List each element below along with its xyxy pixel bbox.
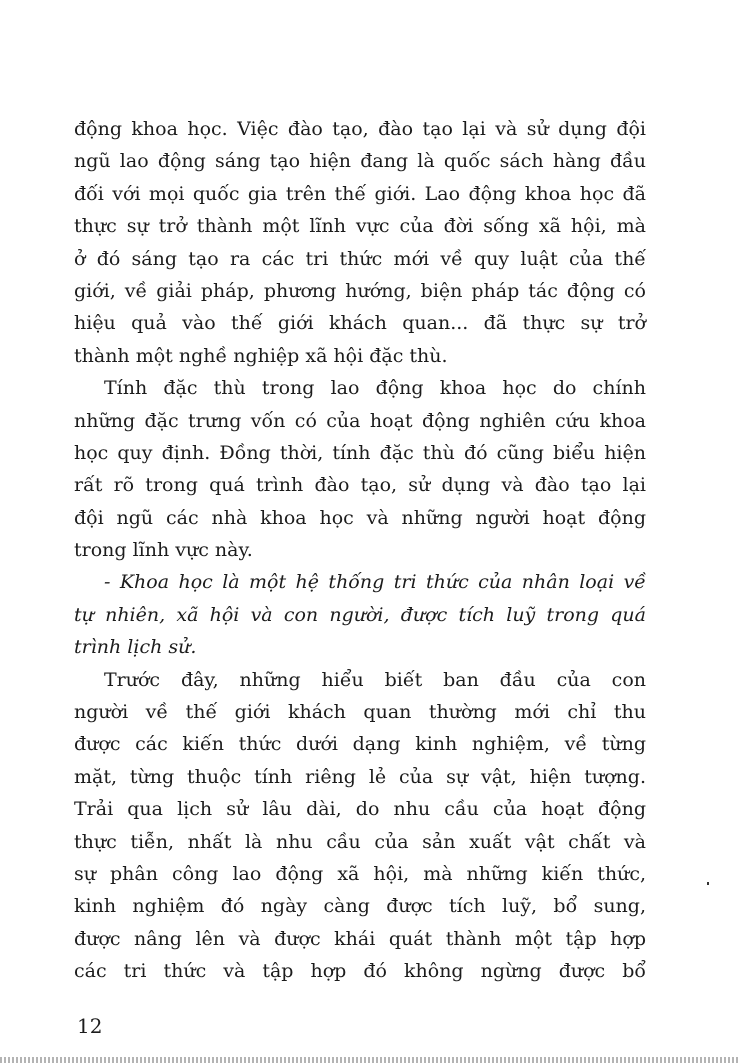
text-line: các tri thức và tập hợp đó không ngừng được bổ bbox=[74, 960, 646, 983]
text-line: động khoa học. Việc đào tạo, đào tạo lại và sử dụng đội bbox=[74, 118, 646, 140]
italic-heading-line: trình lịch sử. bbox=[74, 636, 197, 659]
text-line: thành một nghề nghiệp xã hội đặc thù. bbox=[74, 344, 448, 367]
text-line: sự phân công lao động xã hội, mà những kiến thức, bbox=[74, 862, 646, 885]
text-line: thực sự trở thành một lĩnh vực của đời sống xã hội, mà bbox=[74, 215, 646, 238]
text-line: hiệu quả vào thế giới khách quan... đã thực sự trở bbox=[74, 312, 646, 335]
text-line: giới, về giải pháp, phương hướng, biện pháp tác động có bbox=[74, 279, 646, 302]
text-line: mặt, từng thuộc tính riêng lẻ của sự vật, hiện tượng. bbox=[74, 765, 646, 788]
page-number: 12 bbox=[77, 1014, 103, 1038]
scan-bottom-edge bbox=[0, 1057, 739, 1063]
text-line: học quy định. Đồng thời, tính đặc thù đó cũng biểu hiện bbox=[74, 441, 646, 464]
text-line: rất rõ trong quá trình đào tạo, sử dụng và đào tạo lại bbox=[74, 474, 646, 497]
text-line: đối với mọi quốc gia trên thế giới. Lao động khoa học đã bbox=[74, 182, 646, 205]
text-line: ngũ lao động sáng tạo hiện đang là quốc sách hàng đầu bbox=[74, 150, 646, 173]
text-line: Trải qua lịch sử lâu dài, do nhu cầu của hoạt động bbox=[74, 798, 646, 821]
text-line: được nâng lên và được khái quát thành một tập hợp bbox=[74, 927, 646, 950]
text-line: thực tiễn, nhất là nhu cầu của sản xuất vật chất và bbox=[74, 830, 646, 853]
text-line: được các kiến thức dưới dạng kinh nghiệm, về từng bbox=[74, 733, 646, 756]
italic-heading-line: - Khoa học là một hệ thống tri thức của nhân loại về bbox=[104, 571, 646, 594]
text-line: người về thế giới khách quan thường mới chỉ thu bbox=[74, 701, 646, 724]
body-text bbox=[74, 113, 646, 988]
scan-speck bbox=[707, 882, 709, 885]
text-line: những đặc trưng vốn có của hoạt động nghiên cứu khoa bbox=[74, 409, 646, 432]
paragraph-start-line: Tính đặc thù trong lao động khoa học do chính bbox=[104, 377, 646, 400]
text-line: trong lĩnh vực này. bbox=[74, 539, 253, 562]
text-line: ở đó sáng tạo ra các tri thức mới về quy luật của thế bbox=[74, 247, 646, 270]
paragraph-start-line: Trước đây, những hiểu biết ban đầu của con bbox=[104, 668, 646, 691]
text-line: kinh nghiệm đó ngày càng được tích luỹ, bổ sung, bbox=[74, 895, 646, 918]
italic-heading-line: tự nhiên, xã hội và con người, được tích luỹ trong quá bbox=[74, 603, 646, 626]
text-line: đội ngũ các nhà khoa học và những người hoạt động bbox=[74, 506, 646, 529]
